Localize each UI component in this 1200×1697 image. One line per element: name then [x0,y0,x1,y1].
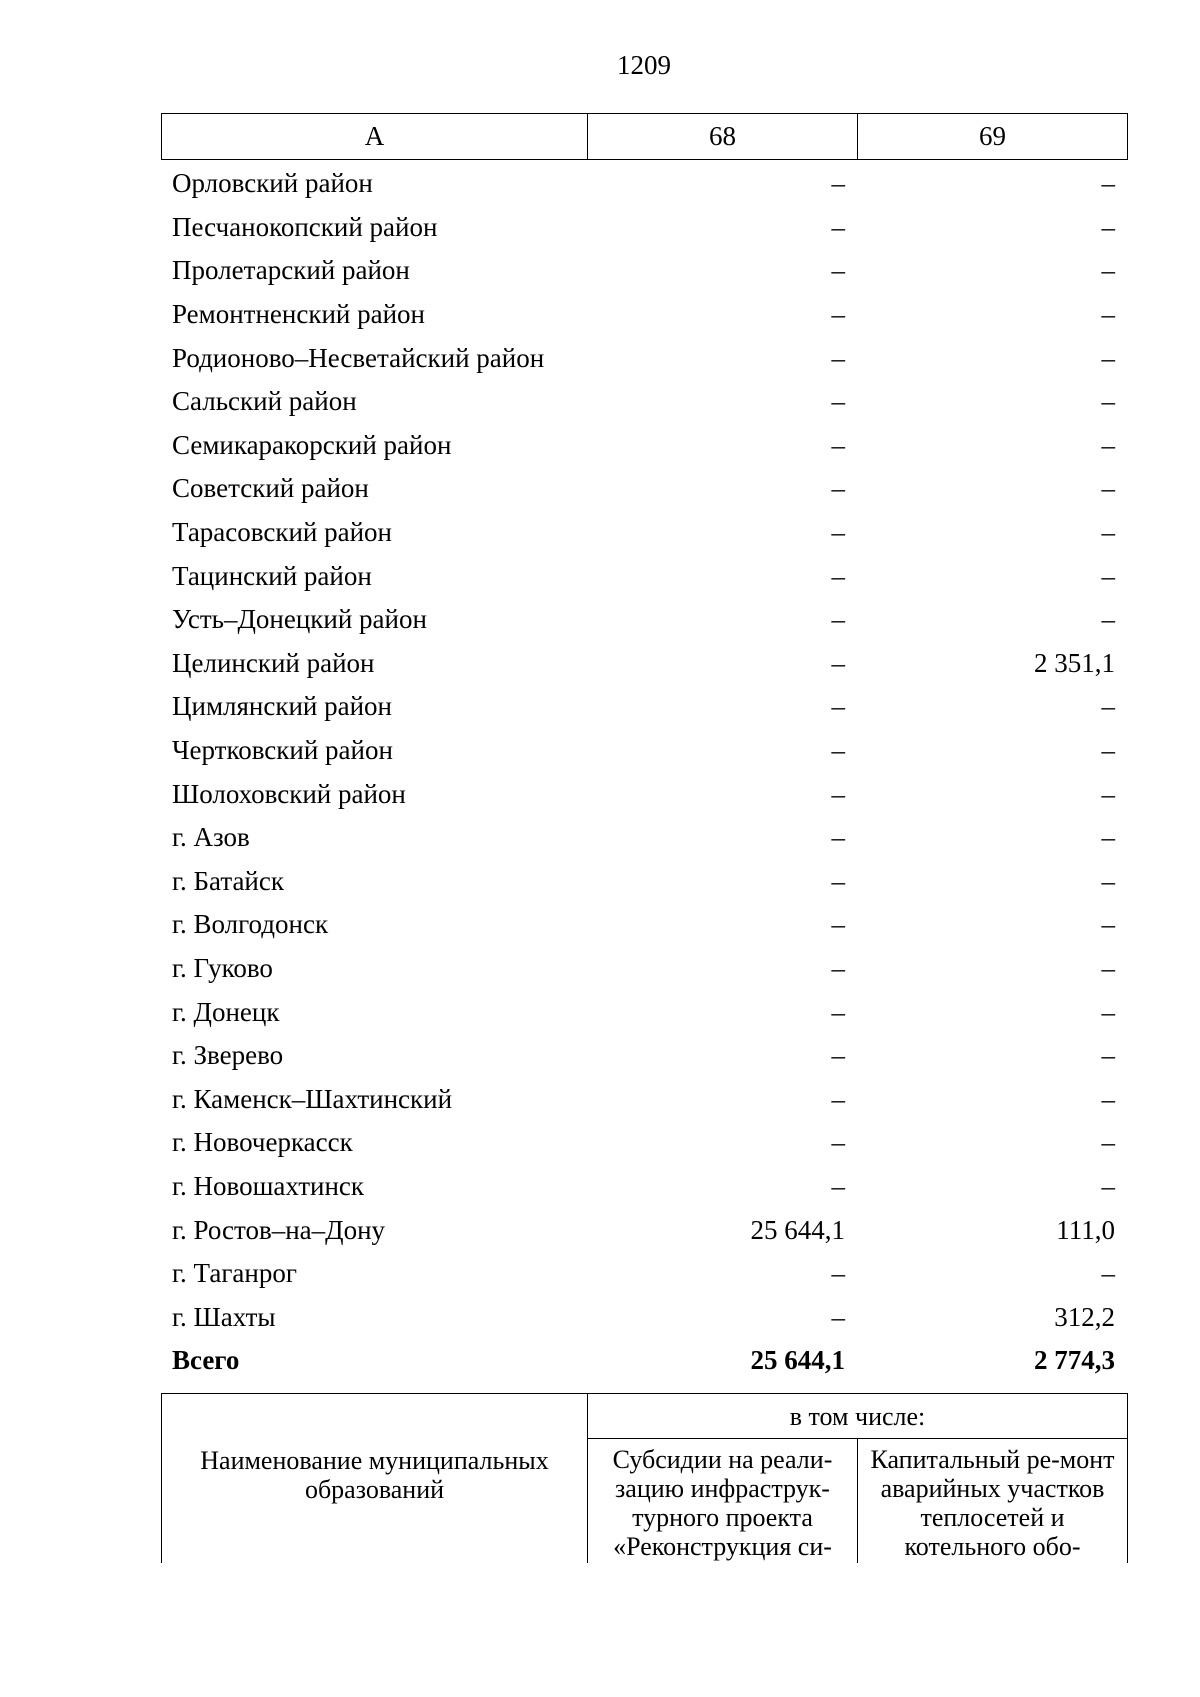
value-68: – [831,473,845,504]
value-69: – [1101,996,1115,1027]
repair-column-header [858,1439,1128,1564]
value-69: – [1101,211,1115,242]
value-69: – [1101,168,1115,199]
value-68: – [831,996,845,1027]
value-68: – [831,735,845,766]
municipality-name: Песчанокопский район [172,211,438,242]
municipality-name: г. Азов [172,822,250,853]
value-69: – [1101,952,1115,983]
value-68: – [831,604,845,635]
value-69: – [1101,342,1115,373]
municipality-name: Тарасовский район [172,517,392,548]
table-row [161,1121,1127,1165]
data-table [161,162,1127,1383]
column-header-68: 68 [588,114,858,160]
value-69: – [1101,909,1115,940]
value-68: – [831,255,845,286]
value-68: – [831,909,845,940]
table-row [161,729,1127,773]
municipality-name: Целинский район [172,647,375,678]
municipality-name: Чертковский район [172,735,393,766]
municipality-name: г. Донецк [172,996,280,1027]
value-69: – [1101,691,1115,722]
municipality-name: Ремонтненский район [172,299,425,330]
value-69: – [1101,778,1115,809]
municipality-name: г. Новочеркасск [172,1127,353,1158]
table-row [161,424,1127,468]
value-68: – [831,517,845,548]
value-69: – [1101,1083,1115,1114]
value-68: – [831,1083,845,1114]
value-68: – [831,822,845,853]
subsidy-column-header-text: Субсидии на реали-зацию инфраструк-турного проекта «Реконструкция си- [612,1445,833,1561]
value-68: – [831,647,845,678]
municipality-name: г. Гуково [172,952,273,983]
value-69: – [1101,1040,1115,1071]
table-row [161,249,1127,293]
repair-column-header-text: Капитальный ре-монт аварийных участков теплосетей и котельного обо- [870,1445,1115,1561]
table-row [161,380,1127,424]
value-68: 25 644,1 [750,1214,845,1245]
value-69: – [1101,255,1115,286]
value-68: – [831,168,845,199]
municipality-name: Усть–Донецкий район [172,604,427,635]
table-row [161,293,1127,337]
municipality-name: Сальский район [172,386,357,417]
data-table-body [161,162,1127,1339]
value-69: – [1101,735,1115,766]
value-69: 312,2 [1054,1301,1115,1332]
subsidy-column-header [588,1439,858,1564]
municipality-name: г. Каменск–Шахтинский [172,1083,453,1114]
table-row [161,336,1127,380]
total-row [161,1339,1127,1383]
municipality-name: Цимлянский район [172,691,393,722]
municipality-name: Тацинский район [172,560,372,591]
value-69: – [1101,299,1115,330]
value-69: – [1101,429,1115,460]
table-row [161,467,1127,511]
value-68: – [831,691,845,722]
value-69: – [1101,604,1115,635]
value-68: – [831,952,845,983]
value-68: – [831,1040,845,1071]
municipality-name: Родионово–Несветайский район [172,342,545,373]
total-value-68: 25 644,1 [750,1345,845,1376]
including-header: в том числе: [588,1394,1128,1439]
table-row [161,990,1127,1034]
column-header-69: 69 [858,114,1128,160]
table-row [161,1165,1127,1209]
value-68: – [831,560,845,591]
value-69: – [1101,473,1115,504]
value-69: – [1101,1258,1115,1289]
next-header-table [161,1393,1128,1563]
table-row [161,816,1127,860]
value-68: – [831,386,845,417]
value-69: – [1101,822,1115,853]
table-row [161,1077,1127,1121]
value-69: – [1101,1127,1115,1158]
municipality-name: Шолоховский район [172,778,406,809]
value-68: – [831,865,845,896]
municipality-name: г. Зверево [172,1040,284,1071]
municipality-name: г. Шахты [172,1301,276,1332]
table-row [161,1208,1127,1252]
table-row [161,772,1127,816]
value-69: – [1101,386,1115,417]
value-69: 111,0 [1056,1214,1115,1245]
table-row [161,554,1127,598]
total-label: Всего [172,1345,240,1376]
municipality-name-header [162,1394,588,1564]
municipality-name: г. Таганрог [172,1258,297,1289]
municipality-name: Орловский район [172,168,373,199]
table-row [161,598,1127,642]
municipality-name-header-text: Наименование муниципальных образований [200,1446,549,1504]
page-number: 1209 [617,50,671,80]
municipality-name: г. Волгодонск [172,909,329,940]
value-68: – [831,429,845,460]
column-number-row [162,114,1128,160]
value-68: – [831,342,845,373]
value-69: 2 351,1 [1034,647,1115,678]
table-row [161,903,1127,947]
value-68: – [831,1301,845,1332]
column-header-a: А [162,114,588,160]
value-69: – [1101,1170,1115,1201]
column-header-table [161,113,1128,160]
municipality-name: г. Новошахтинск [172,1170,364,1201]
table-row [161,642,1127,686]
table-row [161,1034,1127,1078]
value-68: – [831,1127,845,1158]
municipality-name: г. Ростов–на–Дону [172,1214,386,1245]
total-value-69: 2 774,3 [1034,1345,1115,1376]
value-69: – [1101,517,1115,548]
municipality-name: Семикаракорский район [172,429,452,460]
table-row [161,860,1127,904]
value-68: – [831,778,845,809]
value-68: – [831,299,845,330]
table-row [161,1252,1127,1296]
table-row [161,1295,1127,1339]
table-row [161,685,1127,729]
table-row [161,511,1127,555]
value-69: – [1101,865,1115,896]
value-68: – [831,1170,845,1201]
value-69: – [1101,560,1115,591]
table-row [161,947,1127,991]
municipality-name: Пролетарский район [172,255,410,286]
municipality-name: г. Батайск [172,865,284,896]
value-68: – [831,211,845,242]
table-row [161,162,1127,206]
table-row [161,206,1127,250]
municipality-name: Советский район [172,473,369,504]
value-68: – [831,1258,845,1289]
